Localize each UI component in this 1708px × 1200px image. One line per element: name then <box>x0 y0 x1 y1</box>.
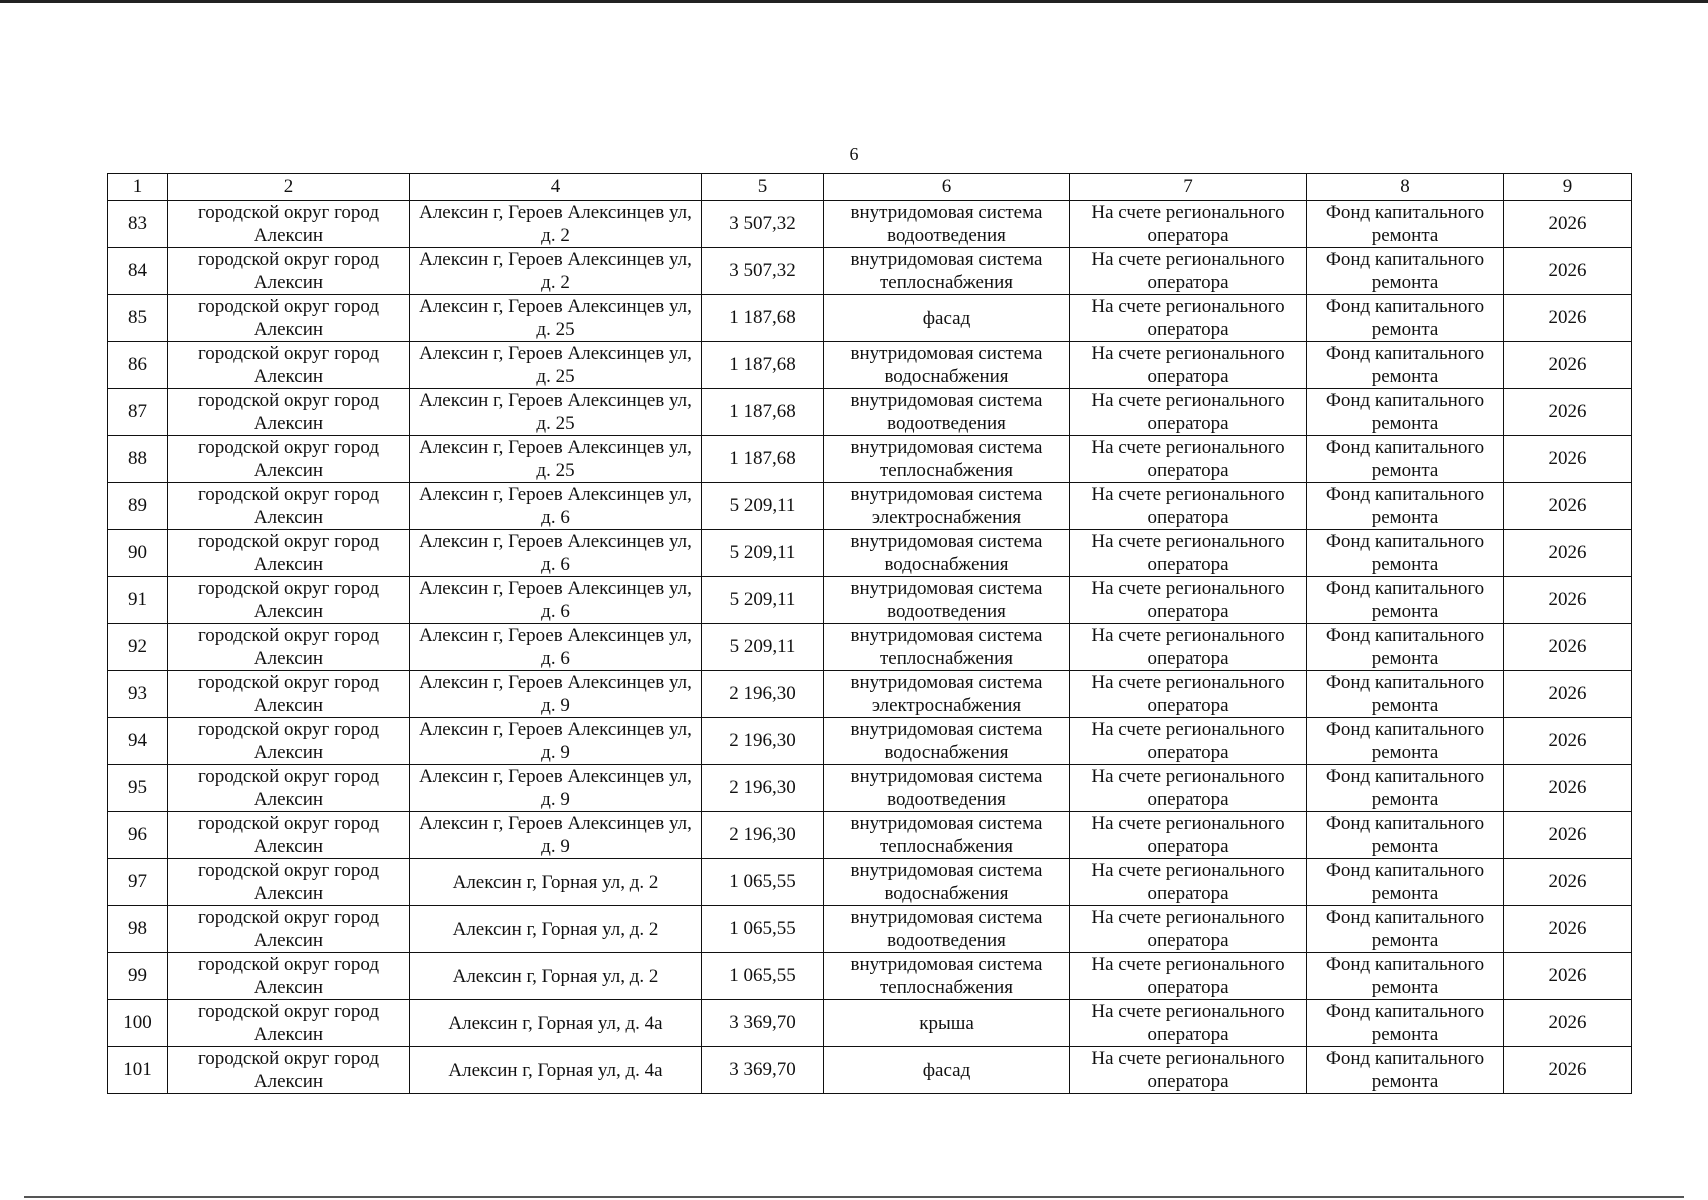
work-type-text: внутридомовая система водоснабжения <box>850 343 1043 387</box>
row-number-cell: 101 <box>108 1047 168 1094</box>
year-cell: 2026 <box>1504 812 1632 859</box>
table-row <box>108 718 1632 765</box>
table-row <box>108 1047 1632 1094</box>
work-type-text: внутридомовая система теплоснабжения <box>850 625 1043 669</box>
table-row <box>108 1000 1632 1047</box>
address-cell <box>410 953 702 1000</box>
funding-source-text: Фонд капитального ремонта <box>1325 672 1485 716</box>
funding-source-cell <box>1307 1000 1504 1047</box>
municipality-cell <box>168 436 410 483</box>
address-text: Алексин г, Героев Алексинцев ул, д. 25 <box>419 390 692 434</box>
municipality-cell <box>168 1047 410 1094</box>
funding-source-cell <box>1307 577 1504 624</box>
year-cell: 2026 <box>1504 530 1632 577</box>
municipality-text: городской округ город Алексин <box>197 296 380 340</box>
fund-account-text: На счете регионального оператора <box>1091 954 1285 998</box>
table-row <box>108 436 1632 483</box>
fund-account-cell <box>1070 201 1307 248</box>
area-cell: 1 065,55 <box>702 906 824 953</box>
work-type-cell <box>824 859 1070 906</box>
address-cell <box>410 295 702 342</box>
work-type-cell <box>824 1047 1070 1094</box>
work-type-cell <box>824 765 1070 812</box>
municipality-cell <box>168 483 410 530</box>
municipality-text: городской округ город Алексин <box>197 1001 380 1045</box>
municipality-cell <box>168 201 410 248</box>
address-text: Алексин г, Героев Алексинцев ул, д. 2 <box>419 202 692 246</box>
municipality-cell <box>168 859 410 906</box>
fund-account-cell <box>1070 248 1307 295</box>
address-text: Алексин г, Горная ул, д. 2 <box>452 918 659 940</box>
area-cell: 1 187,68 <box>702 389 824 436</box>
column-header: 2 <box>168 174 410 201</box>
municipality-cell <box>168 389 410 436</box>
scan-edge-bottom <box>24 1196 1684 1198</box>
fund-account-text: На счете регионального оператора <box>1091 813 1285 857</box>
year-cell: 2026 <box>1504 1047 1632 1094</box>
address-text: Алексин г, Героев Алексинцев ул, д. 25 <box>419 343 692 387</box>
funding-source-text: Фонд капитального ремонта <box>1325 390 1485 434</box>
row-number-cell: 96 <box>108 812 168 859</box>
table-row <box>108 389 1632 436</box>
row-number-cell: 99 <box>108 953 168 1000</box>
area-cell: 3 507,32 <box>702 248 824 295</box>
funding-source-cell <box>1307 248 1504 295</box>
work-type-text: внутридомовая система теплоснабжения <box>850 437 1043 481</box>
area-cell: 5 209,11 <box>702 624 824 671</box>
municipality-cell <box>168 1000 410 1047</box>
funding-source-text: Фонд капитального ремонта <box>1325 766 1485 810</box>
address-cell <box>410 671 702 718</box>
work-type-text: крыша <box>919 1012 974 1034</box>
address-cell <box>410 624 702 671</box>
table-row <box>108 671 1632 718</box>
area-cell: 3 369,70 <box>702 1047 824 1094</box>
fund-account-cell <box>1070 1000 1307 1047</box>
work-type-cell <box>824 906 1070 953</box>
funding-source-cell <box>1307 342 1504 389</box>
municipality-text: городской округ город Алексин <box>197 625 380 669</box>
table-row <box>108 342 1632 389</box>
municipality-text: городской округ город Алексин <box>197 202 380 246</box>
table-row <box>108 859 1632 906</box>
work-type-text: фасад <box>922 307 971 329</box>
address-cell <box>410 201 702 248</box>
funding-source-text: Фонд капитального ремонта <box>1325 202 1485 246</box>
funding-source-text: Фонд капитального ремонта <box>1325 625 1485 669</box>
address-cell <box>410 577 702 624</box>
area-cell: 2 196,30 <box>702 671 824 718</box>
address-text: Алексин г, Героев Алексинцев ул, д. 6 <box>419 578 692 622</box>
funding-source-cell <box>1307 765 1504 812</box>
table-header <box>108 174 1632 201</box>
area-cell: 1 065,55 <box>702 859 824 906</box>
area-cell: 3 369,70 <box>702 1000 824 1047</box>
funding-source-cell <box>1307 812 1504 859</box>
year-cell: 2026 <box>1504 624 1632 671</box>
municipality-text: городской округ город Алексин <box>197 531 380 575</box>
work-type-cell <box>824 577 1070 624</box>
fund-account-cell <box>1070 342 1307 389</box>
fund-account-cell <box>1070 1047 1307 1094</box>
funding-source-text: Фонд капитального ремонта <box>1325 437 1485 481</box>
fund-account-text: На счете регионального оператора <box>1091 437 1285 481</box>
year-cell: 2026 <box>1504 295 1632 342</box>
funding-source-text: Фонд капитального ремонта <box>1325 1001 1485 1045</box>
work-type-cell <box>824 342 1070 389</box>
address-cell <box>410 859 702 906</box>
funding-source-text: Фонд капитального ремонта <box>1325 343 1485 387</box>
municipality-cell <box>168 671 410 718</box>
funding-source-text: Фонд капитального ремонта <box>1325 484 1485 528</box>
funding-source-cell <box>1307 1047 1504 1094</box>
year-cell: 2026 <box>1504 1000 1632 1047</box>
fund-account-text: На счете регионального оператора <box>1091 343 1285 387</box>
page-number: 6 <box>849 144 859 164</box>
fund-account-text: На счете регионального оператора <box>1091 672 1285 716</box>
funding-source-text: Фонд капитального ремонта <box>1325 249 1485 293</box>
column-header: 4 <box>410 174 702 201</box>
funding-source-cell <box>1307 624 1504 671</box>
address-text: Алексин г, Горная ул, д. 2 <box>452 871 659 893</box>
work-type-text: внутридомовая система водоотведения <box>850 766 1043 810</box>
address-cell <box>410 1000 702 1047</box>
address-text: Алексин г, Горная ул, д. 4а <box>448 1012 663 1034</box>
work-type-text: внутридомовая система водоснабжения <box>850 531 1043 575</box>
table-row <box>108 483 1632 530</box>
work-type-cell <box>824 248 1070 295</box>
row-number-cell: 89 <box>108 483 168 530</box>
area-cell: 1 187,68 <box>702 436 824 483</box>
column-header: 8 <box>1307 174 1504 201</box>
fund-account-text: На счете регионального оператора <box>1091 484 1285 528</box>
municipality-cell <box>168 624 410 671</box>
fund-account-cell <box>1070 389 1307 436</box>
municipality-cell <box>168 906 410 953</box>
funding-source-cell <box>1307 906 1504 953</box>
row-number-cell: 97 <box>108 859 168 906</box>
address-text: Алексин г, Героев Алексинцев ул, д. 9 <box>419 719 692 763</box>
area-cell: 5 209,11 <box>702 483 824 530</box>
year-cell: 2026 <box>1504 906 1632 953</box>
address-text: Алексин г, Горная ул, д. 4а <box>448 1059 663 1081</box>
year-cell: 2026 <box>1504 859 1632 906</box>
funding-source-cell <box>1307 436 1504 483</box>
area-cell: 1 065,55 <box>702 953 824 1000</box>
work-type-text: фасад <box>922 1059 971 1081</box>
address-text: Алексин г, Героев Алексинцев ул, д. 6 <box>419 625 692 669</box>
fund-account-text: На счете регионального оператора <box>1091 1001 1285 1045</box>
funding-source-text: Фонд капитального ремонта <box>1325 907 1485 951</box>
row-number-cell: 94 <box>108 718 168 765</box>
work-type-text: внутридомовая система водоотведения <box>850 390 1043 434</box>
address-cell <box>410 248 702 295</box>
funding-source-text: Фонд капитального ремонта <box>1325 719 1485 763</box>
year-cell: 2026 <box>1504 342 1632 389</box>
work-type-cell <box>824 436 1070 483</box>
year-cell: 2026 <box>1504 389 1632 436</box>
fund-account-cell <box>1070 483 1307 530</box>
fund-account-cell <box>1070 530 1307 577</box>
address-text: Алексин г, Горная ул, д. 2 <box>452 965 659 987</box>
year-cell: 2026 <box>1504 483 1632 530</box>
address-cell <box>410 389 702 436</box>
row-number-cell: 85 <box>108 295 168 342</box>
funding-source-cell <box>1307 859 1504 906</box>
work-type-cell <box>824 718 1070 765</box>
fund-account-cell <box>1070 718 1307 765</box>
address-cell <box>410 483 702 530</box>
funding-source-cell <box>1307 295 1504 342</box>
year-cell: 2026 <box>1504 765 1632 812</box>
funding-source-cell <box>1307 389 1504 436</box>
row-number-cell: 87 <box>108 389 168 436</box>
municipality-text: городской округ город Алексин <box>197 672 380 716</box>
address-text: Алексин г, Героев Алексинцев ул, д. 9 <box>419 766 692 810</box>
row-number-cell: 88 <box>108 436 168 483</box>
row-number-cell: 95 <box>108 765 168 812</box>
fund-account-text: На счете регионального оператора <box>1091 202 1285 246</box>
work-type-cell <box>824 812 1070 859</box>
fund-account-text: На счете регионального оператора <box>1091 249 1285 293</box>
funding-source-cell <box>1307 671 1504 718</box>
year-cell: 2026 <box>1504 577 1632 624</box>
address-cell <box>410 342 702 389</box>
work-type-text: внутридомовая система водоотведения <box>850 202 1043 246</box>
fund-account-text: На счете регионального оператора <box>1091 625 1285 669</box>
funding-source-text: Фонд капитального ремонта <box>1325 954 1485 998</box>
funding-source-cell <box>1307 483 1504 530</box>
area-cell: 5 209,11 <box>702 530 824 577</box>
fund-account-cell <box>1070 953 1307 1000</box>
municipality-text: городской округ город Алексин <box>197 719 380 763</box>
funding-source-text: Фонд капитального ремонта <box>1325 296 1485 340</box>
year-cell: 2026 <box>1504 201 1632 248</box>
fund-account-cell <box>1070 765 1307 812</box>
funding-source-text: Фонд капитального ремонта <box>1325 860 1485 904</box>
address-text: Алексин г, Героев Алексинцев ул, д. 6 <box>419 484 692 528</box>
funding-source-text: Фонд капитального ремонта <box>1325 813 1485 857</box>
row-number-cell: 100 <box>108 1000 168 1047</box>
municipality-text: городской округ город Алексин <box>197 813 380 857</box>
work-type-cell <box>824 389 1070 436</box>
address-cell <box>410 530 702 577</box>
table-row <box>108 624 1632 671</box>
address-text: Алексин г, Героев Алексинцев ул, д. 9 <box>419 813 692 857</box>
row-number-cell: 84 <box>108 248 168 295</box>
municipality-text: городской округ город Алексин <box>197 1048 380 1092</box>
municipality-text: городской округ город Алексин <box>197 437 380 481</box>
table-row <box>108 812 1632 859</box>
work-type-cell <box>824 953 1070 1000</box>
municipality-cell <box>168 577 410 624</box>
area-cell: 2 196,30 <box>702 765 824 812</box>
year-cell: 2026 <box>1504 671 1632 718</box>
address-text: Алексин г, Героев Алексинцев ул, д. 25 <box>419 437 692 481</box>
work-type-cell <box>824 201 1070 248</box>
area-cell: 3 507,32 <box>702 201 824 248</box>
funding-source-cell <box>1307 718 1504 765</box>
year-cell: 2026 <box>1504 248 1632 295</box>
table-row <box>108 953 1632 1000</box>
address-cell <box>410 765 702 812</box>
table-row <box>108 248 1632 295</box>
fund-account-text: На счете регионального оператора <box>1091 766 1285 810</box>
funding-source-cell <box>1307 953 1504 1000</box>
fund-account-text: На счете регионального оператора <box>1091 1048 1285 1092</box>
municipality-text: городской округ город Алексин <box>197 954 380 998</box>
fund-account-cell <box>1070 577 1307 624</box>
table-row <box>108 765 1632 812</box>
municipality-cell <box>168 295 410 342</box>
work-type-cell <box>824 624 1070 671</box>
fund-account-text: На счете регионального оператора <box>1091 719 1285 763</box>
funding-source-cell <box>1307 201 1504 248</box>
work-type-text: внутридомовая система теплоснабжения <box>850 954 1043 998</box>
municipality-text: городской округ город Алексин <box>197 343 380 387</box>
funding-source-cell <box>1307 530 1504 577</box>
work-type-text: внутридомовая система теплоснабжения <box>850 249 1043 293</box>
municipality-text: городской округ город Алексин <box>197 484 380 528</box>
address-cell <box>410 718 702 765</box>
area-cell: 1 187,68 <box>702 295 824 342</box>
address-text: Алексин г, Героев Алексинцев ул, д. 6 <box>419 531 692 575</box>
table-row <box>108 295 1632 342</box>
row-number-cell: 91 <box>108 577 168 624</box>
work-type-text: внутридомовая система электроснабжения <box>850 672 1043 716</box>
row-number-cell: 93 <box>108 671 168 718</box>
municipality-text: городской округ город Алексин <box>197 578 380 622</box>
table-row <box>108 906 1632 953</box>
municipality-cell <box>168 718 410 765</box>
year-cell: 2026 <box>1504 953 1632 1000</box>
column-number-row <box>108 174 1632 201</box>
work-type-text: внутридомовая система теплоснабжения <box>850 813 1043 857</box>
area-cell: 2 196,30 <box>702 812 824 859</box>
area-cell: 1 187,68 <box>702 342 824 389</box>
municipality-cell <box>168 530 410 577</box>
work-type-cell <box>824 1000 1070 1047</box>
capital-repair-table <box>107 173 1632 1094</box>
year-cell: 2026 <box>1504 718 1632 765</box>
table-row <box>108 201 1632 248</box>
fund-account-cell <box>1070 624 1307 671</box>
municipality-cell <box>168 248 410 295</box>
work-type-text: внутридомовая система водоотведения <box>850 578 1043 622</box>
fund-account-cell <box>1070 671 1307 718</box>
fund-account-cell <box>1070 436 1307 483</box>
work-type-cell <box>824 671 1070 718</box>
municipality-text: городской округ город Алексин <box>197 907 380 951</box>
fund-account-cell <box>1070 859 1307 906</box>
address-cell <box>410 812 702 859</box>
fund-account-text: На счете регионального оператора <box>1091 907 1285 951</box>
municipality-text: городской округ город Алексин <box>197 249 380 293</box>
area-cell: 5 209,11 <box>702 577 824 624</box>
fund-account-cell <box>1070 295 1307 342</box>
funding-source-text: Фонд капитального ремонта <box>1325 1048 1485 1092</box>
funding-source-text: Фонд капитального ремонта <box>1325 531 1485 575</box>
row-number-cell: 83 <box>108 201 168 248</box>
scan-edge-top <box>0 0 1708 3</box>
municipality-text: городской округ город Алексин <box>197 860 380 904</box>
address-cell <box>410 906 702 953</box>
municipality-text: городской округ город Алексин <box>197 390 380 434</box>
work-type-text: внутридомовая система водоотведения <box>850 907 1043 951</box>
year-cell: 2026 <box>1504 436 1632 483</box>
column-header: 7 <box>1070 174 1307 201</box>
table-row <box>108 577 1632 624</box>
fund-account-text: На счете регионального оператора <box>1091 531 1285 575</box>
row-number-cell: 92 <box>108 624 168 671</box>
work-type-text: внутридомовая система электроснабжения <box>850 484 1043 528</box>
municipality-cell <box>168 765 410 812</box>
row-number-cell: 90 <box>108 530 168 577</box>
funding-source-text: Фонд капитального ремонта <box>1325 578 1485 622</box>
municipality-cell <box>168 953 410 1000</box>
address-cell <box>410 1047 702 1094</box>
table-row <box>108 530 1632 577</box>
column-header: 5 <box>702 174 824 201</box>
address-text: Алексин г, Героев Алексинцев ул, д. 25 <box>419 296 692 340</box>
fund-account-text: На счете регионального оператора <box>1091 860 1285 904</box>
work-type-cell <box>824 530 1070 577</box>
column-header: 9 <box>1504 174 1632 201</box>
fund-account-cell <box>1070 812 1307 859</box>
fund-account-text: На счете регионального оператора <box>1091 578 1285 622</box>
address-text: Алексин г, Героев Алексинцев ул, д. 9 <box>419 672 692 716</box>
municipality-cell <box>168 812 410 859</box>
column-header: 1 <box>108 174 168 201</box>
work-type-cell <box>824 295 1070 342</box>
address-cell <box>410 436 702 483</box>
row-number-cell: 86 <box>108 342 168 389</box>
work-type-text: внутридомовая система водоснабжения <box>850 860 1043 904</box>
fund-account-cell <box>1070 906 1307 953</box>
work-type-text: внутридомовая система водоснабжения <box>850 719 1043 763</box>
work-type-cell <box>824 483 1070 530</box>
area-cell: 2 196,30 <box>702 718 824 765</box>
column-header: 6 <box>824 174 1070 201</box>
fund-account-text: На счете регионального оператора <box>1091 296 1285 340</box>
table-body <box>108 201 1632 1094</box>
municipality-text: городской округ город Алексин <box>197 766 380 810</box>
row-number-cell: 98 <box>108 906 168 953</box>
municipality-cell <box>168 342 410 389</box>
fund-account-text: На счете регионального оператора <box>1091 390 1285 434</box>
address-text: Алексин г, Героев Алексинцев ул, д. 2 <box>419 249 692 293</box>
